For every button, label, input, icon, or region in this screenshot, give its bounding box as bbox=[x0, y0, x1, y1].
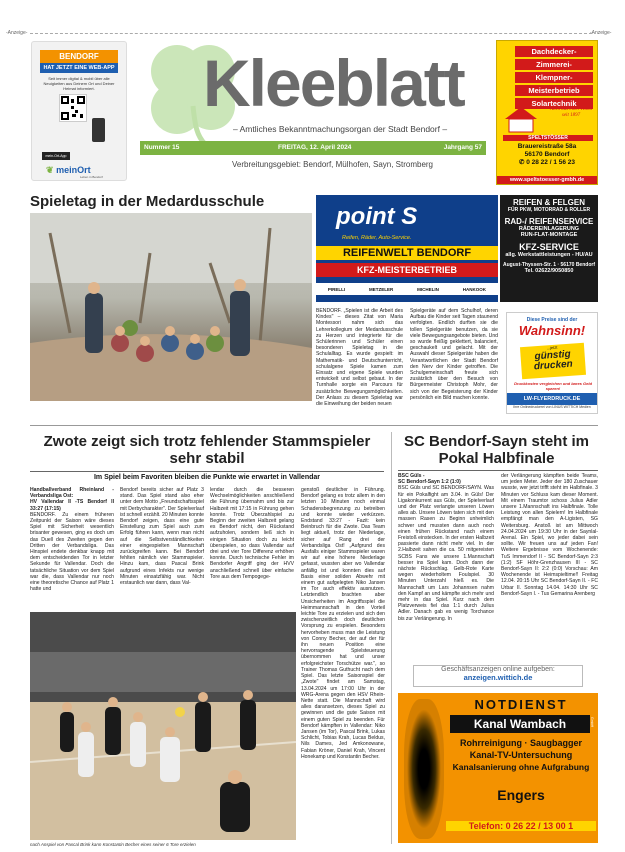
flyer-l4: günstig bbox=[534, 348, 572, 363]
reifen-line-6: KFZ-SERVICE bbox=[519, 242, 579, 252]
masthead-subtitle: – Amtliches Bekanntmachungsorgan der Stadt Bendorf – bbox=[233, 124, 448, 134]
issue-date: FREITAG, 12. April 2024 bbox=[278, 144, 352, 151]
article2-photo bbox=[30, 612, 296, 840]
article1-col1: BENDORF. „Spielen ist die Arbeit des Kindes" – dieses Zitat von Maria Montessori nahm sich das Lehrerkollegium der Medardusschule zu Herzen und integrierte für die Schülerinnen und Schüler einen besonderen Spieletag in die Schulalltag. Es wurde gespielt: im Mathematik- und Deutschunterricht, schulalgene Spiele kamen zum Einsatz und eigene Spiele wurden entwickelt und selbst gebaut. In der Turnhalle sorgte ein Parcours für zusätzliche Bewegungsmöglichkeiten. Der Anlass zu diesem Spieletag war die Einweihung der beiden neuen bbox=[316, 308, 403, 408]
spelt-city: 56170 Bendorf bbox=[524, 151, 570, 158]
notdienst-line-1: Rohrreinigung · Saugbagger bbox=[459, 738, 582, 748]
reifen-line-1: REIFEN & FELGEN bbox=[512, 198, 585, 207]
flyer-l5: drucken bbox=[533, 358, 574, 373]
article3-col1 bbox=[398, 473, 494, 622]
reifen-line-3: RAD-/ REIFENSERVICE bbox=[504, 217, 594, 226]
notdienst-line-2: Kanal-TV-Untersuchung bbox=[469, 750, 573, 760]
point-s-ad[interactable] bbox=[316, 195, 498, 302]
house-icon bbox=[503, 105, 539, 133]
article2-col2: Bendorf bereits sicher auf Platz 3 stand. Das Spiel stand also eher unter dem Motto „Freundschaftsspiel mit Derbycharakter". Der Spielverlauf ist schnell erzählt. 20 Minuten konnte Bendorf zeigen, dass eine gute Einstellung zum Spiel auch zum Erfolg führen kann, wenn man nicht auf die Selbstverständlichkeiten einer eingespielten Mannschaft zurückgreifen kann. Bei Bendorf fehlten nämlich vier Stammspieler. Hinzu kam, dass Pascal Brink aufgrund eines Infekts nur wenige Minuten einsatzfähig war. Nicht erstaunlich war dann, dass Val- bbox=[120, 487, 204, 587]
reifen-line-5: RUN-FLAT-MONTAGE bbox=[520, 232, 578, 238]
spelt-line-5: Solartechnik bbox=[515, 98, 593, 109]
notdienst-ad[interactable] bbox=[398, 693, 598, 843]
issue-number: Nummer 15 bbox=[144, 144, 180, 151]
article2-league: Handballverband Rheinland - Verbandsliga Ost: bbox=[30, 487, 114, 500]
article2-subtitle: Im Spiel beim Favoriten bleiben die Punkte wie erwartet in Vallendar bbox=[93, 474, 320, 481]
brand-metzeler: METZELER bbox=[369, 286, 394, 292]
flyer-sub: Ihre Onlinedruckerei von LINUS WITTICH Medien bbox=[513, 405, 591, 409]
spelt-line-4: Meisterbetrieb bbox=[515, 85, 593, 96]
top-divider bbox=[30, 33, 592, 34]
gesch-link[interactable]: anzeigen.wittich.de bbox=[463, 673, 533, 682]
section-divider bbox=[30, 425, 598, 426]
spelt-line-2: Zimmerei- bbox=[515, 59, 593, 70]
leaf-icon: ❦ bbox=[46, 165, 54, 175]
notdienst-name: Kanal Wambach bbox=[450, 715, 590, 733]
anzeige-label-left: -Anzeige- bbox=[6, 30, 28, 36]
app-ad-town: BENDORF bbox=[40, 50, 118, 63]
article1-col2: Spielgeräte auf dem Schulhof, deren Aufbau die Kinder seit Tagen staunend verfolgten. Endlich durften sie die tollen Spielgeräte benutzen, da sie viele Bewegungsangebote bieten. Und so wurde fleißig geklettert, balanciert, geschaukelt und gelacht. Mit der Auswahl dieser Spielgeräte haben die Verantwortlichen der Stadt Bendorf den Nerv der Kinder getroffen. Die Schulgemeinschaft freute sich zusätzlich über den Besuch von Bürgermeister Christoph Mohr, der sich von der Begeisterung der Kinder persönlich ein Bild machen konnte. bbox=[410, 308, 498, 401]
point-s-name: REIFENWELT BENDORF bbox=[316, 246, 498, 260]
article1-photo bbox=[30, 213, 312, 401]
notdienst-city: Engers bbox=[497, 787, 545, 803]
article3-score: SC Bendorf-Sayn 1:2 (1:0) bbox=[398, 479, 461, 486]
spelt-street: Brauereistraße 58a bbox=[517, 143, 577, 150]
point-s-logo: point S bbox=[336, 203, 418, 230]
column-rule bbox=[391, 432, 392, 844]
flyer-web[interactable]: LW-FLYERDRUCK.DE bbox=[507, 393, 597, 405]
meinort-logo: ❦ meinOrt bbox=[46, 165, 91, 175]
flyer-l6: Druckkosten vergleichen und bares Geld sparen! bbox=[514, 381, 592, 391]
pipe-icon bbox=[404, 699, 444, 839]
spelt-company: SPELTSTÖSSER bbox=[503, 135, 593, 141]
spelt-phone[interactable]: ✆ 0 28 22 / 1 56 23 bbox=[518, 159, 576, 166]
article3-match: BSC Güls - bbox=[398, 473, 425, 479]
article2-col4: genstoß deutlicher in Führung. Bendorf gelang es trotz allem in den letzten 10 Minuten noch einmal Schadensbegrenzung zu betreiben und konnte wieder verkürzen. Endstand 33:27 - Fazit: kein Beinbruch für die Zwote. Das Team liegt aktuell, trotz der Niederlage, sicher auf Rang drei der Verbandsliga Ost! „Aufgrund des Ausfalls einiger Stammspieler waren wir auf eine höhere Niederlage gefasst, wussten aber wo Vallendar anfällig ist und konnten dies auf Basis einer soliden Abwehr mit einem gut aufgelegten Niko Jansen im Tor auch effektiv ausnutzen. Letztendlich brachten aber Unsicherheiten im Angriffsspiel die Heimmannschaft in den Vorteil leichte Tore zu erzielen und sich den zwischenzeitlich doch deutlichen Vorsprung zu erspielen. Besonders hervorheben muss man die Leistung von Conny Becher, der auf der für ihn neuen Position eine hervorragende Spielsteuerung übernommen hat und unser erfolgreichster Torschütze war.", so Trainer Thomas Guthucht nach dem Spiel. Das letzte Saisonspiel der „Zwote" findet am Samstag, 13.04.2024 um 17:00 Uhr in der WRG-Arena gegen den HSV Rhein-Nette statt. Die Mannschaft wird alles daransetzen, dieses Spiel zu gewinnen und die gute Saison mit einem guten Spiel zu beenden. Für Bendorf kämpften in Vallendar: Niko Jansen (im Tor), Pascal Brink, Lukas Schlicht, Tobias Krah, Lucas Beldus, Nils Dames, Jed Amkonowane, Fabian Kröner, Daniel Krah, Vincent Honekamp und Konstantin Becher. bbox=[301, 487, 385, 760]
notdienst-gmbh: GmbH bbox=[590, 717, 594, 728]
store-badge[interactable]: mein-Ort-App bbox=[42, 152, 70, 160]
notdienst-line-3: Kanalsanierung ohne Aufgrabung bbox=[452, 762, 590, 772]
article2-title: Zwote zeigt sich trotz fehlender Stammspieler sehr stabil bbox=[43, 433, 371, 467]
gesch-ad[interactable] bbox=[413, 665, 583, 687]
gesch-line-1: Geschäftsanzeigen online aufgeben: bbox=[441, 666, 555, 673]
app-ad-text: Seit immer digital & mobil über alle Neuigkeiten aus Deinem Ort und Deiner Heimat informiert. bbox=[43, 76, 115, 91]
brand-pirelli: PIRELLI bbox=[327, 286, 346, 292]
phone-icon bbox=[92, 118, 105, 142]
reifen-phone[interactable]: Tel. 02622/9050850 bbox=[524, 268, 574, 274]
point-s-tag: Reifen, Räder, Auto-Service. bbox=[342, 235, 412, 241]
spelt-web[interactable]: www.speltstoesser-gmbh.de bbox=[497, 176, 597, 184]
qr-code-icon[interactable] bbox=[59, 94, 87, 122]
flyer-l3: ...jetzt bbox=[546, 344, 558, 351]
article2-caption: nach Anspiel von Pascal Brink kann Konstantin Becher eines seiner 6 Tore erzielen bbox=[30, 842, 196, 847]
point-s-sub: KFZ-MEISTERBETRIEB bbox=[316, 263, 498, 277]
spelt-line-3: Klempner- bbox=[515, 72, 593, 83]
spelt-slogan: Alles aus einer Hand seit 1897 bbox=[549, 107, 593, 118]
article2-score: HV Vallendar II -TS Bendorf II 33:27 (17:15) bbox=[30, 499, 114, 512]
notdienst-phone[interactable]: Telefon: 0 26 22 / 13 00 1 bbox=[446, 821, 596, 831]
anzeige-label-right: -Anzeige- bbox=[590, 30, 612, 36]
brand-michelin: MICHELIN bbox=[417, 286, 439, 292]
article2-rule bbox=[30, 471, 384, 472]
article3-col1-text: BSC Güls und SC BENDORF/SAYN. Was für ein Pokalfight am 3.04. in Güls! Der Ligakonkurrent aus Güls, der Spielverlauf und der Platz verlangte unseren Löwen alles ab. Unsere Löwen taten sich mit den massen Rasen zu Beginn unheimlich schwer und mussten dann auch noch einen frühen Rückstand nach einem Freistoß einstecken. In der ersten Halbzeit passierte dann nicht mehr viel. In der 2.Halbzeit sahen die ca. 50 mitgereisten SCBS Fans wie unsere 1.Mannschaft besser ins Spiel kam. Doch dann der nächste Rückschlag. Gelb-Rote Karte wegen wiederholtem Foulspiel. 30 Minuten Unterzahl hieß es. Die Mannschaft um Lars Johannsen nahm den Kampf an und kämpfte sich mehr und mehr in das Spiel. Kurz nach dem Platzverweis fiel das 1:1 durch Julius Adler. Danach gab es wenig Torchance bis zur Verlängerung. In bbox=[398, 485, 494, 622]
meinort-sub: Leben in Bendorf bbox=[80, 175, 103, 179]
flyer-l1: Diese Preise sind der bbox=[526, 317, 578, 323]
reifen-line-2: FÜR PKW, MOTORRAD & ROLLER bbox=[507, 207, 591, 213]
web-app-ad[interactable] bbox=[31, 41, 127, 181]
issue-year: Jahrgang 57 bbox=[443, 144, 482, 151]
masthead-title: Kleeblatt bbox=[203, 46, 464, 120]
brand-hankook: HANKOOK bbox=[462, 286, 487, 292]
flyer-ad[interactable] bbox=[506, 312, 598, 414]
article2-col1 bbox=[30, 487, 114, 592]
article2-col1-text: BENDORF. Zu einem früheren Zeitpunkt der Saison wäre dieses Spiel mit Sicherheit wesentlich brisanter gewesen, ging es doch um das Duell des Zweiten gegen den Dritten der Verbandsliga. Das Hinspiel endete denkbar knapp mit dem entscheidenden Tor in letzter Sekunde für Vallendar. Doch die tatsächliche Situation vor dem Spiel war die, dass Vallendar nur noch eine theoretische Chance auf Platz 1 hatte und bbox=[30, 511, 114, 593]
reifen-address: August-Thyssen-Str. 1 · 56170 Bendorf bbox=[503, 262, 595, 268]
spelt-line-1: Dachdecker- bbox=[515, 46, 593, 57]
reifen-line-4: RÄDEREINLAGERUNG bbox=[518, 226, 580, 232]
article3-title: SC Bendorf-Sayn steht im Pokal Halbfinale bbox=[403, 433, 590, 467]
flyer-l2: Wahnsinn! bbox=[518, 323, 586, 338]
reifen-line-7: allg. Werkstattleistungen - HU/AU bbox=[505, 252, 593, 258]
distribution-area: Verbreitungsgebiet: Bendorf, Mülhofen, Sayn, Stromberg bbox=[232, 160, 434, 169]
article3-rule bbox=[398, 470, 598, 471]
speltstoesser-ad[interactable] bbox=[496, 40, 598, 185]
issue-bar bbox=[140, 141, 486, 155]
article3-col2: der Verlängerung kämpften beide Teams, um jeden Meter. Jeder der 180 Zuschauer wusste, wer jetzt trifft steht im Halbfinale. 3 Minuten vor Schluss kam dieser Moment. Mit einem Traumtor schoss Julius Adler unsere 1.Mannschaft ins Halbfinale. Tolle Leistung von allen Spielern! Im Halbfinale empfängt man den A-Ligisten, SG Weitersburg. Anstoß ist am Mittwoch 24.04.2024 um 19:30 Uhr in der Saynlal-Arenal. Ein Spiel, wo jeder dabei sein sollte. Wir freuen uns auf jeden Fan! Weitere Ergebnisse vom Wochenende: TuS Immendorf II - SC Bendorf-Sayn 2:3 (1:2) SF Höhr-Grenzhausen III - SC Bendorf-Sayn II: 2:2 (0:0) Vorschau: Am Wochenende ist Heimspieltime!! Freitag 12.04. 20:15 Uhr SC Bendorf-Sayn II. - FC Urbar II. Sonntag 14.04. 14:30 Uhr SC Bendorf-Sayn I. - Tus Gemarina Arenberg bbox=[501, 473, 598, 597]
notdienst-title: NOTDIENST bbox=[474, 697, 568, 712]
reifen-ad[interactable] bbox=[500, 195, 598, 302]
app-ad-headline: HAT JETZT EINE WEB-APP bbox=[40, 63, 118, 73]
article1-title: Spieletag in der Medardusschule bbox=[30, 193, 265, 210]
article2-col3: lendar durch die besseren Wechselmöglichkeiten anschließend die Führung übernahm und bis zur Halbzeit mit 17:15 in Führung gehen konnte. Trotz Überzahlspiel zu Beginn der zweiten Halbzeit gelang es Bendorf nicht, den Rückstand aufzuholen, sondern ließ sich in einigen Situation doch zu leicht überspielen, so dass Vallendar auf drei und vier Tore Differenz erhöhen konnte. Durch technische Fehler im Bendorfer Angriff ging der HVV anschließend schnell über einfache Tore aus dem Tempogege- bbox=[210, 487, 294, 580]
